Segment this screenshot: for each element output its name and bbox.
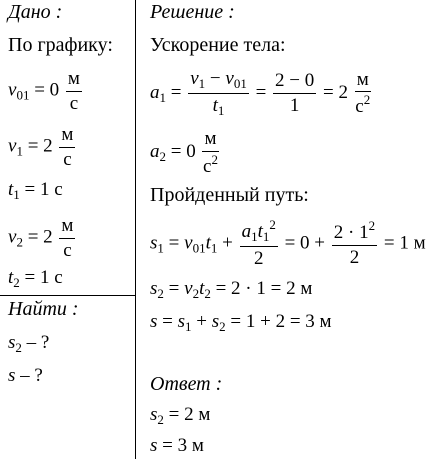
given-v01: $v_{01} = 0$ $\frac{м}{с}$ <box>8 68 80 114</box>
horizontal-divider <box>0 295 136 296</box>
formula-a2: $a_2 = 0$ $\frac{м}{с^2}$ <box>150 128 218 177</box>
given-t2: $t_2 = 1$ с <box>8 267 63 290</box>
formula-s1: $s_1 = v_{01}t_1$ + $\frac{a_1t_1^2}{2}$ = 0 + $\frac{2 \cdot 1^2}{2}$ = 1 м <box>150 217 426 269</box>
by-graph-label: По графику: <box>8 34 113 56</box>
given-heading: Дано : <box>8 1 63 23</box>
solution-heading: Решение : <box>150 1 235 23</box>
find-s2: $s_2$ – ? <box>8 332 50 355</box>
answer-s2: $s_2 = 2$ м <box>150 404 211 427</box>
given-v2: $v_2 = 2$ $\frac{м}{с}$ <box>8 215 74 261</box>
find-heading: Найти : <box>8 298 79 320</box>
path-title: Пройденный путь: <box>150 184 309 206</box>
given-t1: $t_1 = 1$ с <box>8 179 63 202</box>
acceleration-title: Ускорение тела: <box>150 34 286 56</box>
find-s: s – ? <box>8 365 43 386</box>
formula-a1: $a_1$ = $\frac{v_1 - v_{01}}{t_1}$ = $\frac{2 - 0}{1}$ = 2 $\frac{м}{с^2}$ <box>150 68 371 118</box>
given-v1: $v_1 = 2$ $\frac{м}{с}$ <box>8 124 74 170</box>
formula-s-total: $s = s_1 + s_2 = 1 + 2 = 3$ м <box>150 311 332 334</box>
answer-heading: Ответ : <box>150 373 223 395</box>
formula-s2: $s_2 = v_2t_2 = 2 \cdot 1 = 2$ м <box>150 278 313 301</box>
vertical-divider <box>135 0 136 459</box>
answer-s: s = 3 м <box>150 435 204 456</box>
